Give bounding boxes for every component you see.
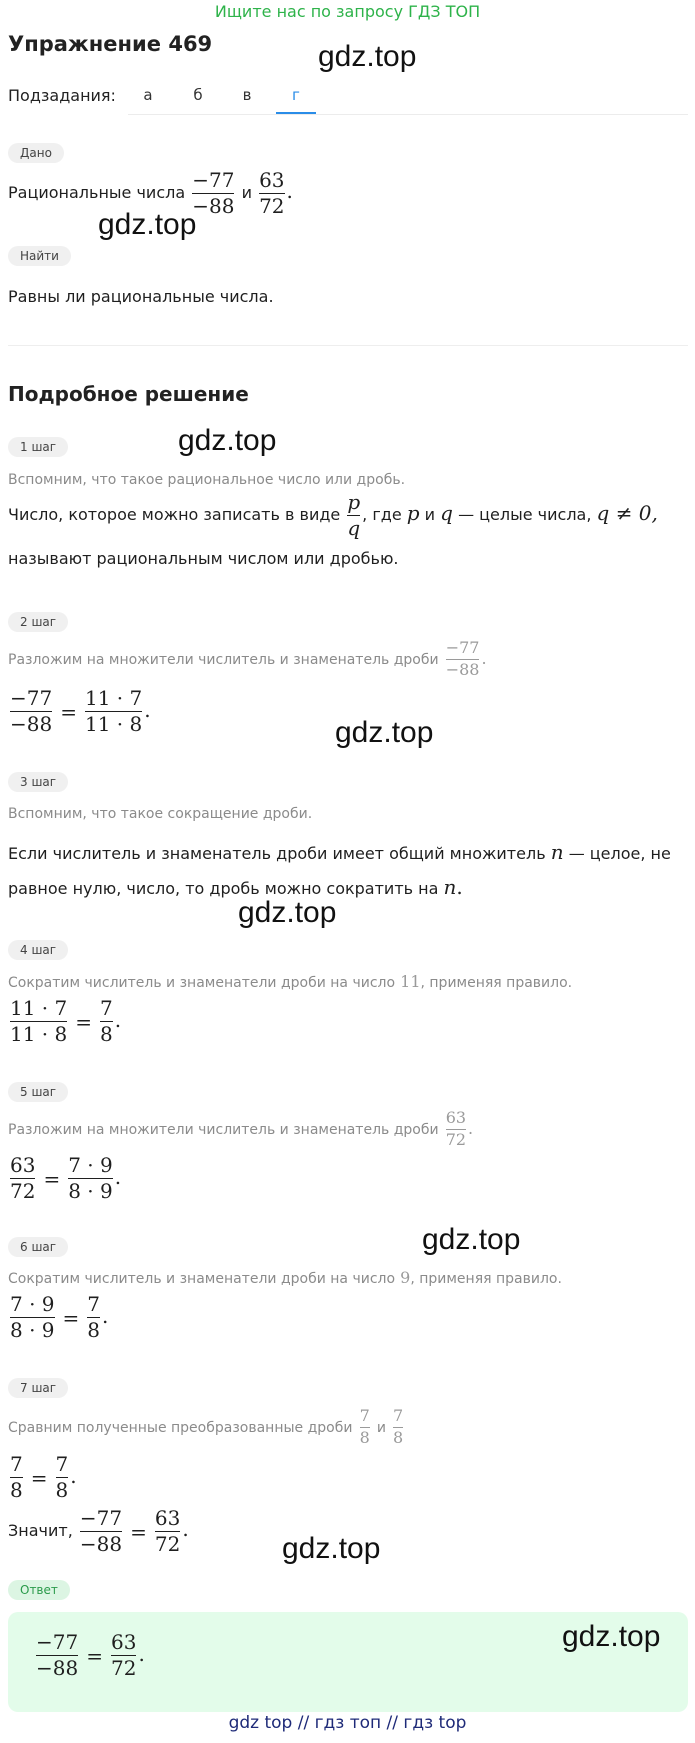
- subtasks-label: Подзадания:: [8, 86, 116, 105]
- footer-links[interactable]: gdz top // гдз топ // гдз top: [228, 1713, 467, 1733]
- watermark-6: gdz.top: [422, 1223, 521, 1256]
- step-4-equation: $\frac{11 \cdot 7}{11 \cdot 8}$ = $\frac{7}{8}$ .: [10, 996, 122, 1046]
- step-7-hint-fraction-2: $\frac{7}{8}$: [393, 1406, 404, 1447]
- tab-a[interactable]: а: [143, 86, 153, 104]
- step-2-chip: 2 шаг: [8, 612, 68, 632]
- step-7-chip: 7 шаг: [8, 1378, 68, 1398]
- step-2-hint-fraction: $\frac{-77}{-88}$: [445, 638, 480, 679]
- step-5-hint-line: Разложим на множители числитель и знаменатель дроби $\frac{63}{72}$ .: [8, 1108, 474, 1149]
- section-divider: [8, 345, 688, 346]
- watermark-4: gdz.top: [335, 716, 434, 749]
- given-conj: и: [241, 183, 252, 202]
- given-line: Рациональные числа $\frac{-77}{-88}$ и $\frac{63}{72}$ .: [8, 168, 293, 218]
- step-1-line-2: называют рациональным числом или дробью.: [8, 549, 399, 568]
- subtask-tabs: [128, 80, 688, 115]
- step-5-equation: $\frac{63}{72}$ = $\frac{7 \cdot 9}{8 \cdot 9}$ .: [10, 1153, 122, 1203]
- given-chip: Дано: [8, 143, 64, 163]
- page-title: Упражнение 469: [8, 32, 213, 56]
- step-3-chip: 3 шаг: [8, 772, 68, 792]
- watermark-1: gdz.top: [318, 40, 417, 73]
- step-4-chip: 4 шаг: [8, 940, 68, 960]
- tab-g[interactable]: г: [292, 86, 300, 104]
- step-5-hint-fraction: $\frac{63}{72}$: [445, 1108, 467, 1149]
- p-over-q-fraction: $\frac{p}{q}$: [347, 490, 361, 540]
- watermark-2: gdz.top: [98, 208, 197, 241]
- tab-v[interactable]: в: [242, 86, 252, 104]
- step-3-line-2: равное нулю, число, то дробь можно сократить на n.: [8, 875, 463, 899]
- answer-chip: Ответ: [8, 1580, 70, 1600]
- step-6-equation: $\frac{7 \cdot 9}{8 \cdot 9}$ = $\frac{7}{8}$ .: [10, 1292, 109, 1342]
- step-5-chip: 5 шаг: [8, 1082, 68, 1102]
- step-7-hint-fraction-1: $\frac{7}{8}$: [359, 1406, 370, 1447]
- top-banner-link[interactable]: Ищите нас по запросу ГДЗ ТОП: [214, 2, 481, 21]
- find-text: Равны ли рациональные числа.: [8, 287, 274, 306]
- watermark-3: gdz.top: [178, 424, 277, 457]
- step-6-hint-line: Сократим числитель и знаменатели дроби на число 9, применяя правило.: [8, 1268, 562, 1287]
- watermark-8: gdz.top: [562, 1620, 661, 1653]
- tab-b[interactable]: б: [193, 86, 203, 104]
- answer-equation: $\frac{-77}{-88}$ = $\frac{63}{72}$ .: [36, 1630, 145, 1680]
- step-4-hint-line: Сократим числитель и знаменатели дроби на число 11, применяя правило.: [8, 972, 573, 991]
- active-tab-indicator: [276, 112, 316, 114]
- solution-title: Подробное решение: [8, 382, 249, 406]
- given-text: Рациональные числа: [8, 183, 186, 202]
- step-1-chip: 1 шаг: [8, 437, 68, 457]
- step-7-hint-line: Сравним полученные преобразованные дроби $\frac{7}{8}$ и $\frac{7}{8}$: [8, 1406, 404, 1447]
- step-2-equation: $\frac{-77}{-88}$ = $\frac{11 \cdot 7}{11 \cdot 8}$ .: [10, 686, 151, 736]
- watermark-5: gdz.top: [238, 896, 337, 929]
- step-7-conclusion: Значит, $\frac{-77}{-88}$ = $\frac{63}{72}$ .: [8, 1506, 189, 1556]
- given-fraction-1: $\frac{-77}{-88}$: [192, 168, 235, 218]
- given-fraction-2: $\frac{63}{72}$: [259, 168, 285, 218]
- step-2-hint-line: Разложим на множители числитель и знаменатель дроби $\frac{-77}{-88}$ .: [8, 638, 487, 679]
- step-1-line-1: Число, которое можно записать в виде $\frac{p}{q}$ , где p и q — целые числа, q ≠ 0,: [8, 490, 658, 540]
- step-6-chip: 6 шаг: [8, 1237, 68, 1257]
- step-3-line-1: Если числитель и знаменатель дроби имеет общий множитель n — целое, не: [8, 840, 671, 864]
- step-3-hint: Вспомним, что такое сокращение дроби.: [8, 806, 313, 822]
- find-chip: Найти: [8, 246, 71, 266]
- watermark-7: gdz.top: [282, 1532, 381, 1565]
- step-7-equation: $\frac{7}{8}$ = $\frac{7}{8}$ .: [10, 1452, 77, 1502]
- step-1-hint: Вспомним, что такое рациональное число или дробь.: [8, 472, 406, 488]
